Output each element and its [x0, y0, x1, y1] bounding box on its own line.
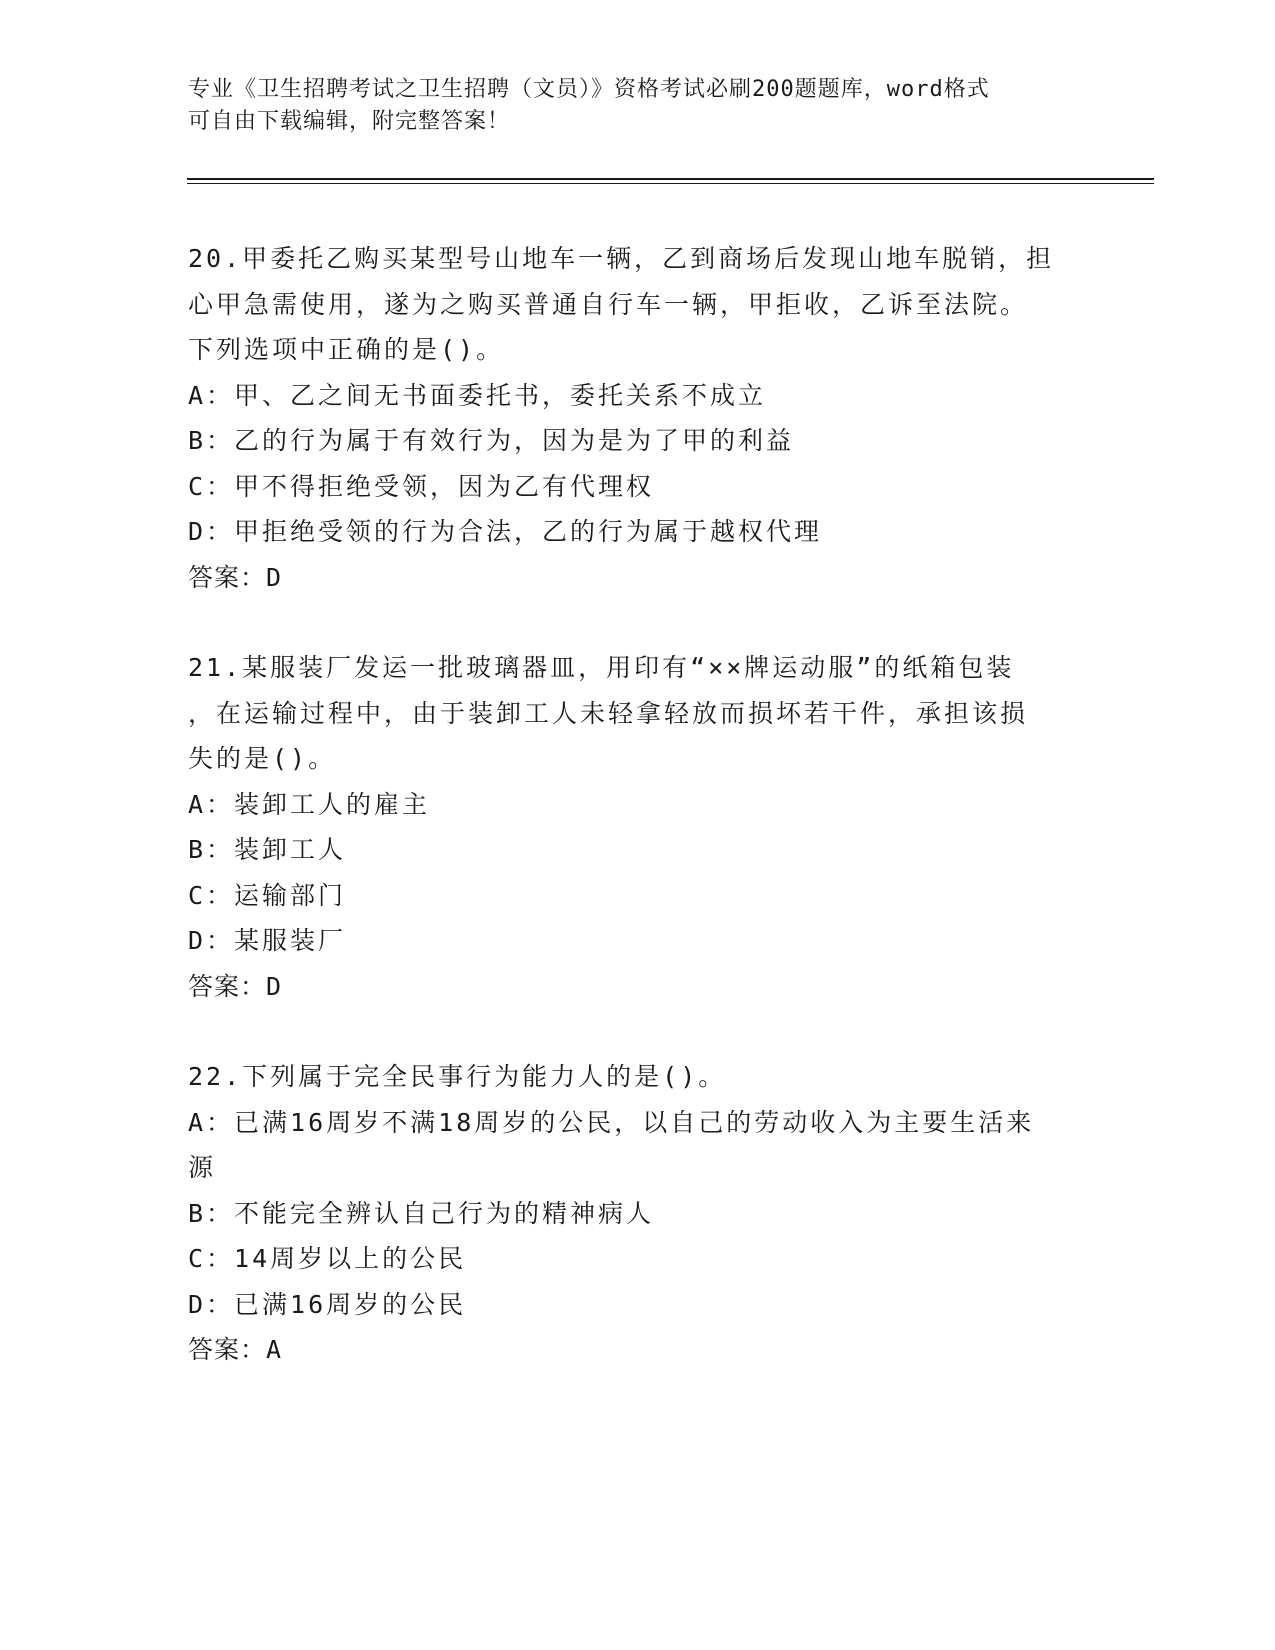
- option-a: A：已满16周岁不满18周岁的公民，以自己的劳动收入为主要生活来: [188, 1107, 1035, 1137]
- option-d: D：甲拒绝受领的行为合法，乙的行为属于越权代理: [188, 517, 823, 546]
- option-b: B：不能完全辨认自己行为的精神病人: [188, 1198, 655, 1228]
- header-divider-thin: [187, 183, 1154, 184]
- answer-line: 答案：D: [188, 971, 283, 1001]
- document-header: [188, 74, 1088, 138]
- option-b: B：装卸工人: [188, 835, 347, 864]
- header-divider: [187, 178, 1154, 180]
- header-line: 可自由下载编辑，附完整答案！: [188, 109, 511, 134]
- answer-line: 答案：D: [188, 562, 283, 592]
- option-c: C：14周岁以上的公民: [188, 1244, 467, 1273]
- question-21: [188, 645, 1088, 1009]
- header-line: 专业《卫生招聘考试之卫生招聘（文员）》资格考试必刷200题题库，word格式: [188, 77, 990, 102]
- option-c: C：运输部门: [188, 880, 347, 910]
- question-stem-line: 心甲急需使用，遂为之购买普通自行车一辆，甲拒收，乙诉至法院。: [188, 289, 1029, 319]
- option-a: A：甲、乙之间无书面委托书，委托关系不成立: [188, 380, 767, 410]
- question-stem-line: 22.下列属于完全民事行为能力人的是()。: [188, 1062, 727, 1091]
- option-c: C：甲不得拒绝受领，因为乙有代理权: [188, 471, 655, 501]
- question-stem-line: 20.甲委托乙购买某型号山地车一辆，乙到商场后发现山地车脱销，担: [188, 244, 1055, 273]
- option-a: A：装卸工人的雇主: [188, 789, 431, 819]
- option-d: D：某服装厂: [188, 926, 347, 955]
- option-d: D：已满16周岁的公民: [188, 1289, 467, 1319]
- option-a-continued: 源: [188, 1153, 217, 1182]
- question-stem-line: 21.某服装厂发运一批玻璃器皿，用印有“××牌运动服”的纸箱包装: [188, 653, 1015, 682]
- question-stem-line: ，在运输过程中，由于装卸工人未轻拿轻放而损坏若干件，承担该损: [188, 698, 1029, 728]
- answer-line: 答案：A: [188, 1335, 283, 1364]
- question-list: [188, 236, 1088, 1418]
- question-stem-line: 下列选项中正确的是()。: [188, 335, 505, 364]
- question-stem-line: 失的是()。: [188, 744, 337, 773]
- question-22: [188, 1054, 1088, 1373]
- option-b: B：乙的行为属于有效行为，因为是为了甲的利益: [188, 426, 795, 455]
- question-20: [188, 236, 1088, 600]
